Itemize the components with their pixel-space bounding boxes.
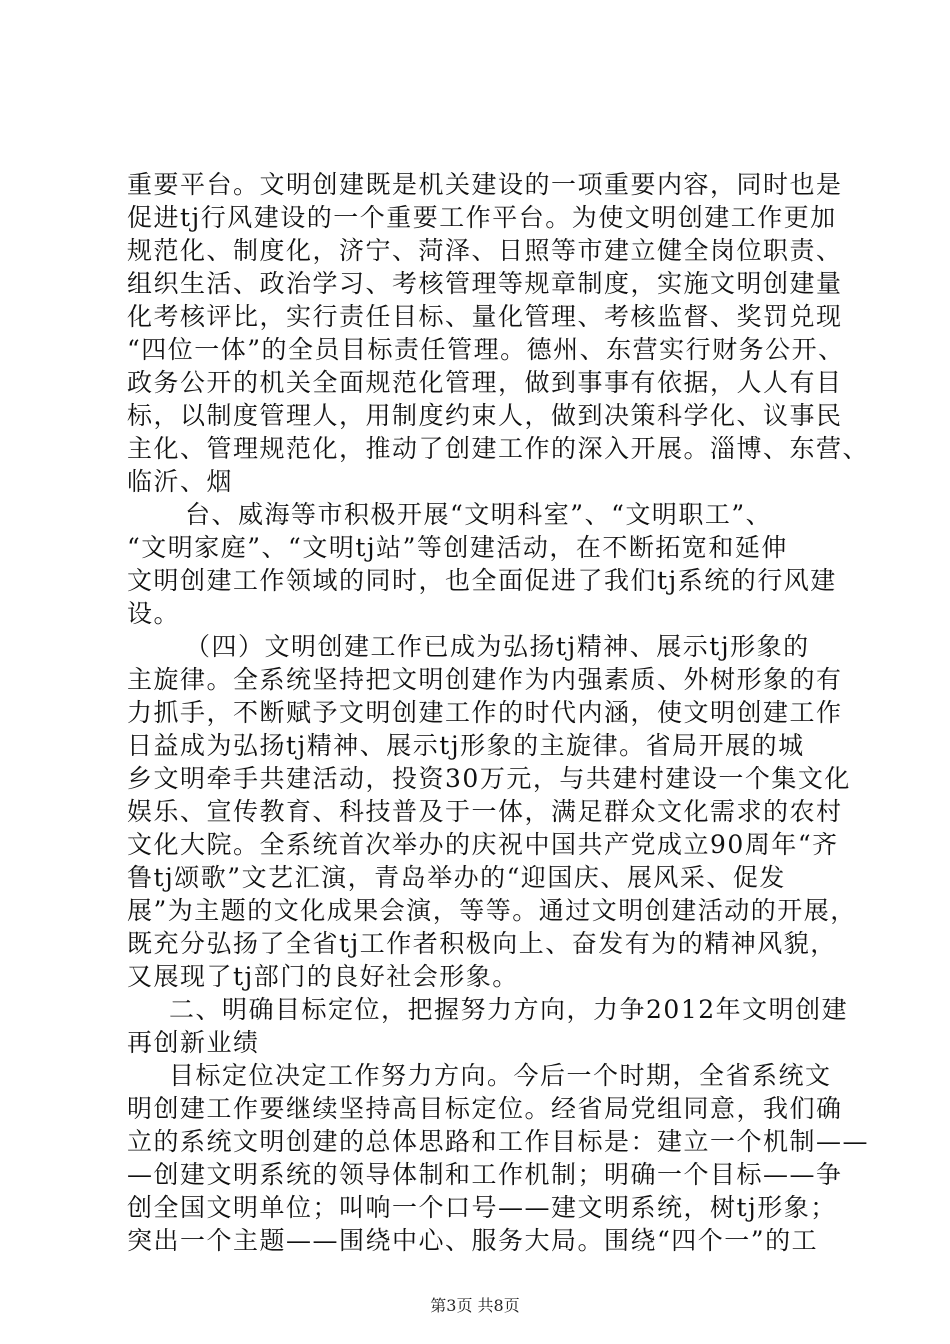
text-line: 主化、管理规范化，推动了创建工作的深入开展。淄博、东营、 bbox=[127, 434, 870, 463]
text-line: “四位一体”的全员目标责任管理。德州、东营实行财务公开、 bbox=[127, 335, 845, 364]
page-footer: 第3页 共8页 bbox=[430, 1296, 520, 1315]
text-line: 设。 bbox=[127, 599, 181, 628]
text-line: 临沂、烟 bbox=[127, 467, 234, 496]
text-line: —创建文明系统的领导体制和工作机制；明确一个目标——争 bbox=[127, 1160, 843, 1189]
text-line: 明创建工作要继续坚持高目标定位。经省局党组同意，我们确 bbox=[127, 1094, 843, 1123]
text-line: 规范化、制度化，济宁、菏泽、日照等市建立健全岗位职责、 bbox=[127, 236, 843, 265]
document-body bbox=[127, 168, 870, 1257]
text-line: 立的系统文明创建的总体思路和工作目标是：建立一个机制—— bbox=[127, 1127, 870, 1156]
text-line: 主旋律。全系统坚持把文明创建作为内强素质、外树形象的有 bbox=[127, 665, 843, 694]
text-line: 突出一个主题——围绕中心、服务大局。围绕“四个一”的工 bbox=[127, 1226, 819, 1255]
text-line: 创全国文明单位；叫响一个口号——建文明系统，树tj形象； bbox=[127, 1193, 837, 1222]
text-line: 文明创建工作领域的同时，也全面促进了我们tj系统的行风建 bbox=[127, 566, 837, 595]
text-line: 鲁tj颂歌”文艺汇演，青岛举办的“迎国庆、展风采、促发 bbox=[127, 863, 786, 892]
text-line: 台、威海等市积极开展“文明科室”、“文明职工”、 bbox=[185, 500, 773, 529]
text-line: 目标定位决定工作努力方向。今后一个时期，全省系统文 bbox=[169, 1061, 832, 1090]
text-line: 标，以制度管理人，用制度约束人，做到决策科学化、议事民 bbox=[127, 401, 843, 430]
text-line: 二、明确目标定位，把握努力方向，力争2012年文明创建 bbox=[169, 995, 849, 1024]
text-line: 重要平台。文明创建既是机关建设的一项重要内容，同时也是 bbox=[127, 170, 843, 199]
text-line: 日益成为弘扬tj精神、展示tj形象的主旋律。省局开展的城 bbox=[127, 731, 805, 760]
text-line: 政务公开的机关全面规范化管理，做到事事有依据，人人有目 bbox=[127, 368, 843, 397]
text-line: 组织生活、政治学习、考核管理等规章制度，实施文明创建量 bbox=[127, 269, 843, 298]
text-line: 文化大院。全系统首次举办的庆祝中国共产党成立90周年“齐 bbox=[127, 830, 839, 859]
text-line: 化考核评比，实行责任目标、量化管理、考核监督、奖罚兑现 bbox=[127, 302, 843, 331]
text-line: （四）文明创建工作已成为弘扬tj精神、展示tj形象的 bbox=[185, 632, 810, 661]
text-line: 再创新业绩 bbox=[127, 1028, 260, 1057]
text-line: 促进tj行风建设的一个重要工作平台。为使文明创建工作更加 bbox=[127, 203, 837, 232]
text-line: 力抓手，不断赋予文明创建工作的时代内涵，使文明创建工作 bbox=[127, 698, 843, 727]
text-line: 既充分弘扬了全省tj工作者积极向上、奋发有为的精神风貌， bbox=[127, 929, 837, 958]
text-line: 又展现了tj部门的良好社会形象。 bbox=[127, 962, 519, 991]
text-line: “文明家庭”、“文明tj站”等创建活动，在不断拓宽和延伸 bbox=[127, 533, 788, 562]
text-line: 娱乐、宣传教育、科技普及于一体，满足群众文化需求的农村 bbox=[127, 797, 843, 826]
text-line: 展”为主题的文化成果会演，等等。通过文明创建活动的开展， bbox=[127, 896, 857, 925]
text-line: 乡文明牵手共建活动，投资30万元，与共建村建设一个集文化 bbox=[127, 764, 851, 793]
